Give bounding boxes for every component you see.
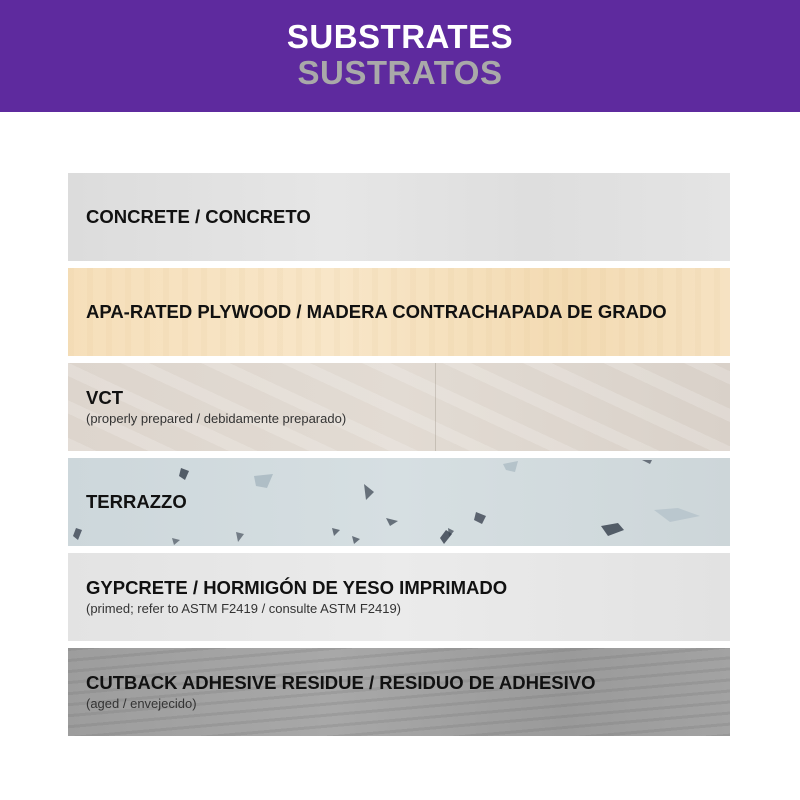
- substrate-label: [86, 458, 726, 546]
- title-english: SUBSTRATES: [286, 18, 514, 55]
- substrate-label: [86, 363, 726, 451]
- substrate-tile-plywood: [68, 268, 730, 356]
- substrate-label: [86, 648, 726, 736]
- substrate-name: APA-RATED PLYWOOD / MADERA CONTRACHAPADA DE GRADO: [86, 301, 667, 322]
- substrate-label: [86, 173, 726, 261]
- substrate-name: GYPCRETE / HORMIGÓN DE YESO IMPRIMADO: [86, 577, 508, 598]
- substrate-note: (primed; refer to ASTM F2419 / consulte ASTM F2419): [86, 601, 402, 616]
- substrate-list: [68, 173, 730, 743]
- substrate-tile-terrazzo: [68, 458, 730, 546]
- substrate-name: VCT: [86, 387, 123, 408]
- substrate-name: TERRAZZO: [86, 491, 187, 512]
- substrate-label: [86, 268, 726, 356]
- substrate-tile-vct: [68, 363, 730, 451]
- substrate-name: CONCRETE / CONCRETO: [86, 206, 311, 227]
- substrate-tile-cutback: [68, 648, 730, 736]
- header-banner: [0, 0, 800, 112]
- title-spanish: SUSTRATOS: [297, 54, 503, 91]
- substrate-label: [86, 553, 726, 641]
- substrate-note: (properly prepared / debidamente preparado): [86, 411, 347, 426]
- substrate-name: CUTBACK ADHESIVE RESIDUE / RESIDUO DE ADHESIVO: [86, 672, 596, 693]
- substrate-tile-gypcrete: [68, 553, 730, 641]
- substrate-tile-concrete: [68, 173, 730, 261]
- substrate-note: (aged / envejecido): [86, 696, 197, 711]
